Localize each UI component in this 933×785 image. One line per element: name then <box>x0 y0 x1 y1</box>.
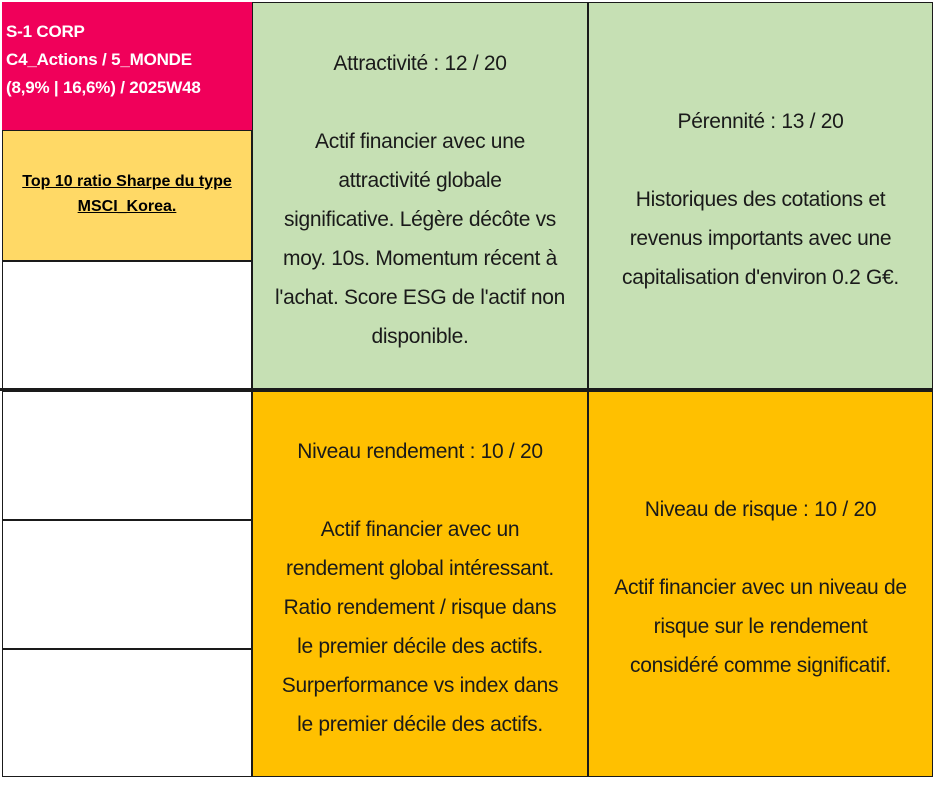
rendement-description <box>253 510 587 744</box>
desc-line: moy. 10s. Momentum récent à <box>283 247 557 270</box>
desc-line: Ratio rendement / risque dans <box>283 596 557 619</box>
desc-line: l'achat. Score ESG de l'actif non <box>275 286 565 309</box>
desc-line: le premier décile des actifs. <box>297 635 543 658</box>
desc-line: considéré comme significatif. <box>630 654 891 677</box>
desc-line: capitalisation d'environ 0.2 G€. <box>622 266 899 289</box>
category-label: C4_Actions / 5_MONDE <box>6 50 192 69</box>
desc-line: attractivité globale <box>338 169 502 192</box>
perennite-description <box>589 180 932 297</box>
top10-cell <box>2 130 252 261</box>
desc-line: Historiques des cotations et <box>635 188 886 211</box>
desc-line: Actif financier avec un niveau de <box>614 576 907 599</box>
performance-period: (8,9% | 16,6%) / 2025W48 <box>6 78 201 97</box>
desc-line: revenus importants avec une <box>629 227 892 250</box>
risque-cell <box>588 391 933 777</box>
bottom-margin <box>0 777 933 785</box>
desc-line: Actif financier avec une <box>315 130 525 153</box>
empty-cell <box>2 261 252 389</box>
desc-line: rendement global intéressant. <box>286 557 554 580</box>
desc-line: risque sur le rendement <box>653 615 868 638</box>
company-name: S-1 CORP <box>6 22 85 41</box>
rendement-cell <box>252 391 588 777</box>
desc-line: Actif financier avec un <box>320 518 520 541</box>
empty-cell <box>2 520 252 649</box>
empty-cell <box>2 649 252 777</box>
risque-description <box>589 568 932 685</box>
top10-line1: Top 10 ratio Sharpe du type <box>22 173 232 190</box>
rendement-title: Niveau rendement : 10 / 20 <box>297 440 543 463</box>
attractivite-description <box>253 122 587 356</box>
desc-line: Surperformance vs index dans <box>281 674 559 697</box>
empty-cell <box>2 391 252 520</box>
desc-line: disponible. <box>371 325 469 348</box>
risque-title: Niveau de risque : 10 / 20 <box>644 498 877 521</box>
top10-line2: MSCI_Korea. <box>77 198 177 215</box>
desc-line: significative. Légère décôte vs <box>283 208 557 231</box>
perennite-title: Pérennité : 13 / 20 <box>677 110 844 133</box>
header-cell <box>2 2 252 130</box>
perennite-cell <box>588 2 933 389</box>
desc-line: le premier décile des actifs. <box>297 713 543 736</box>
attractivite-cell <box>252 2 588 389</box>
attractivite-title: Attractivité : 12 / 20 <box>333 52 507 75</box>
